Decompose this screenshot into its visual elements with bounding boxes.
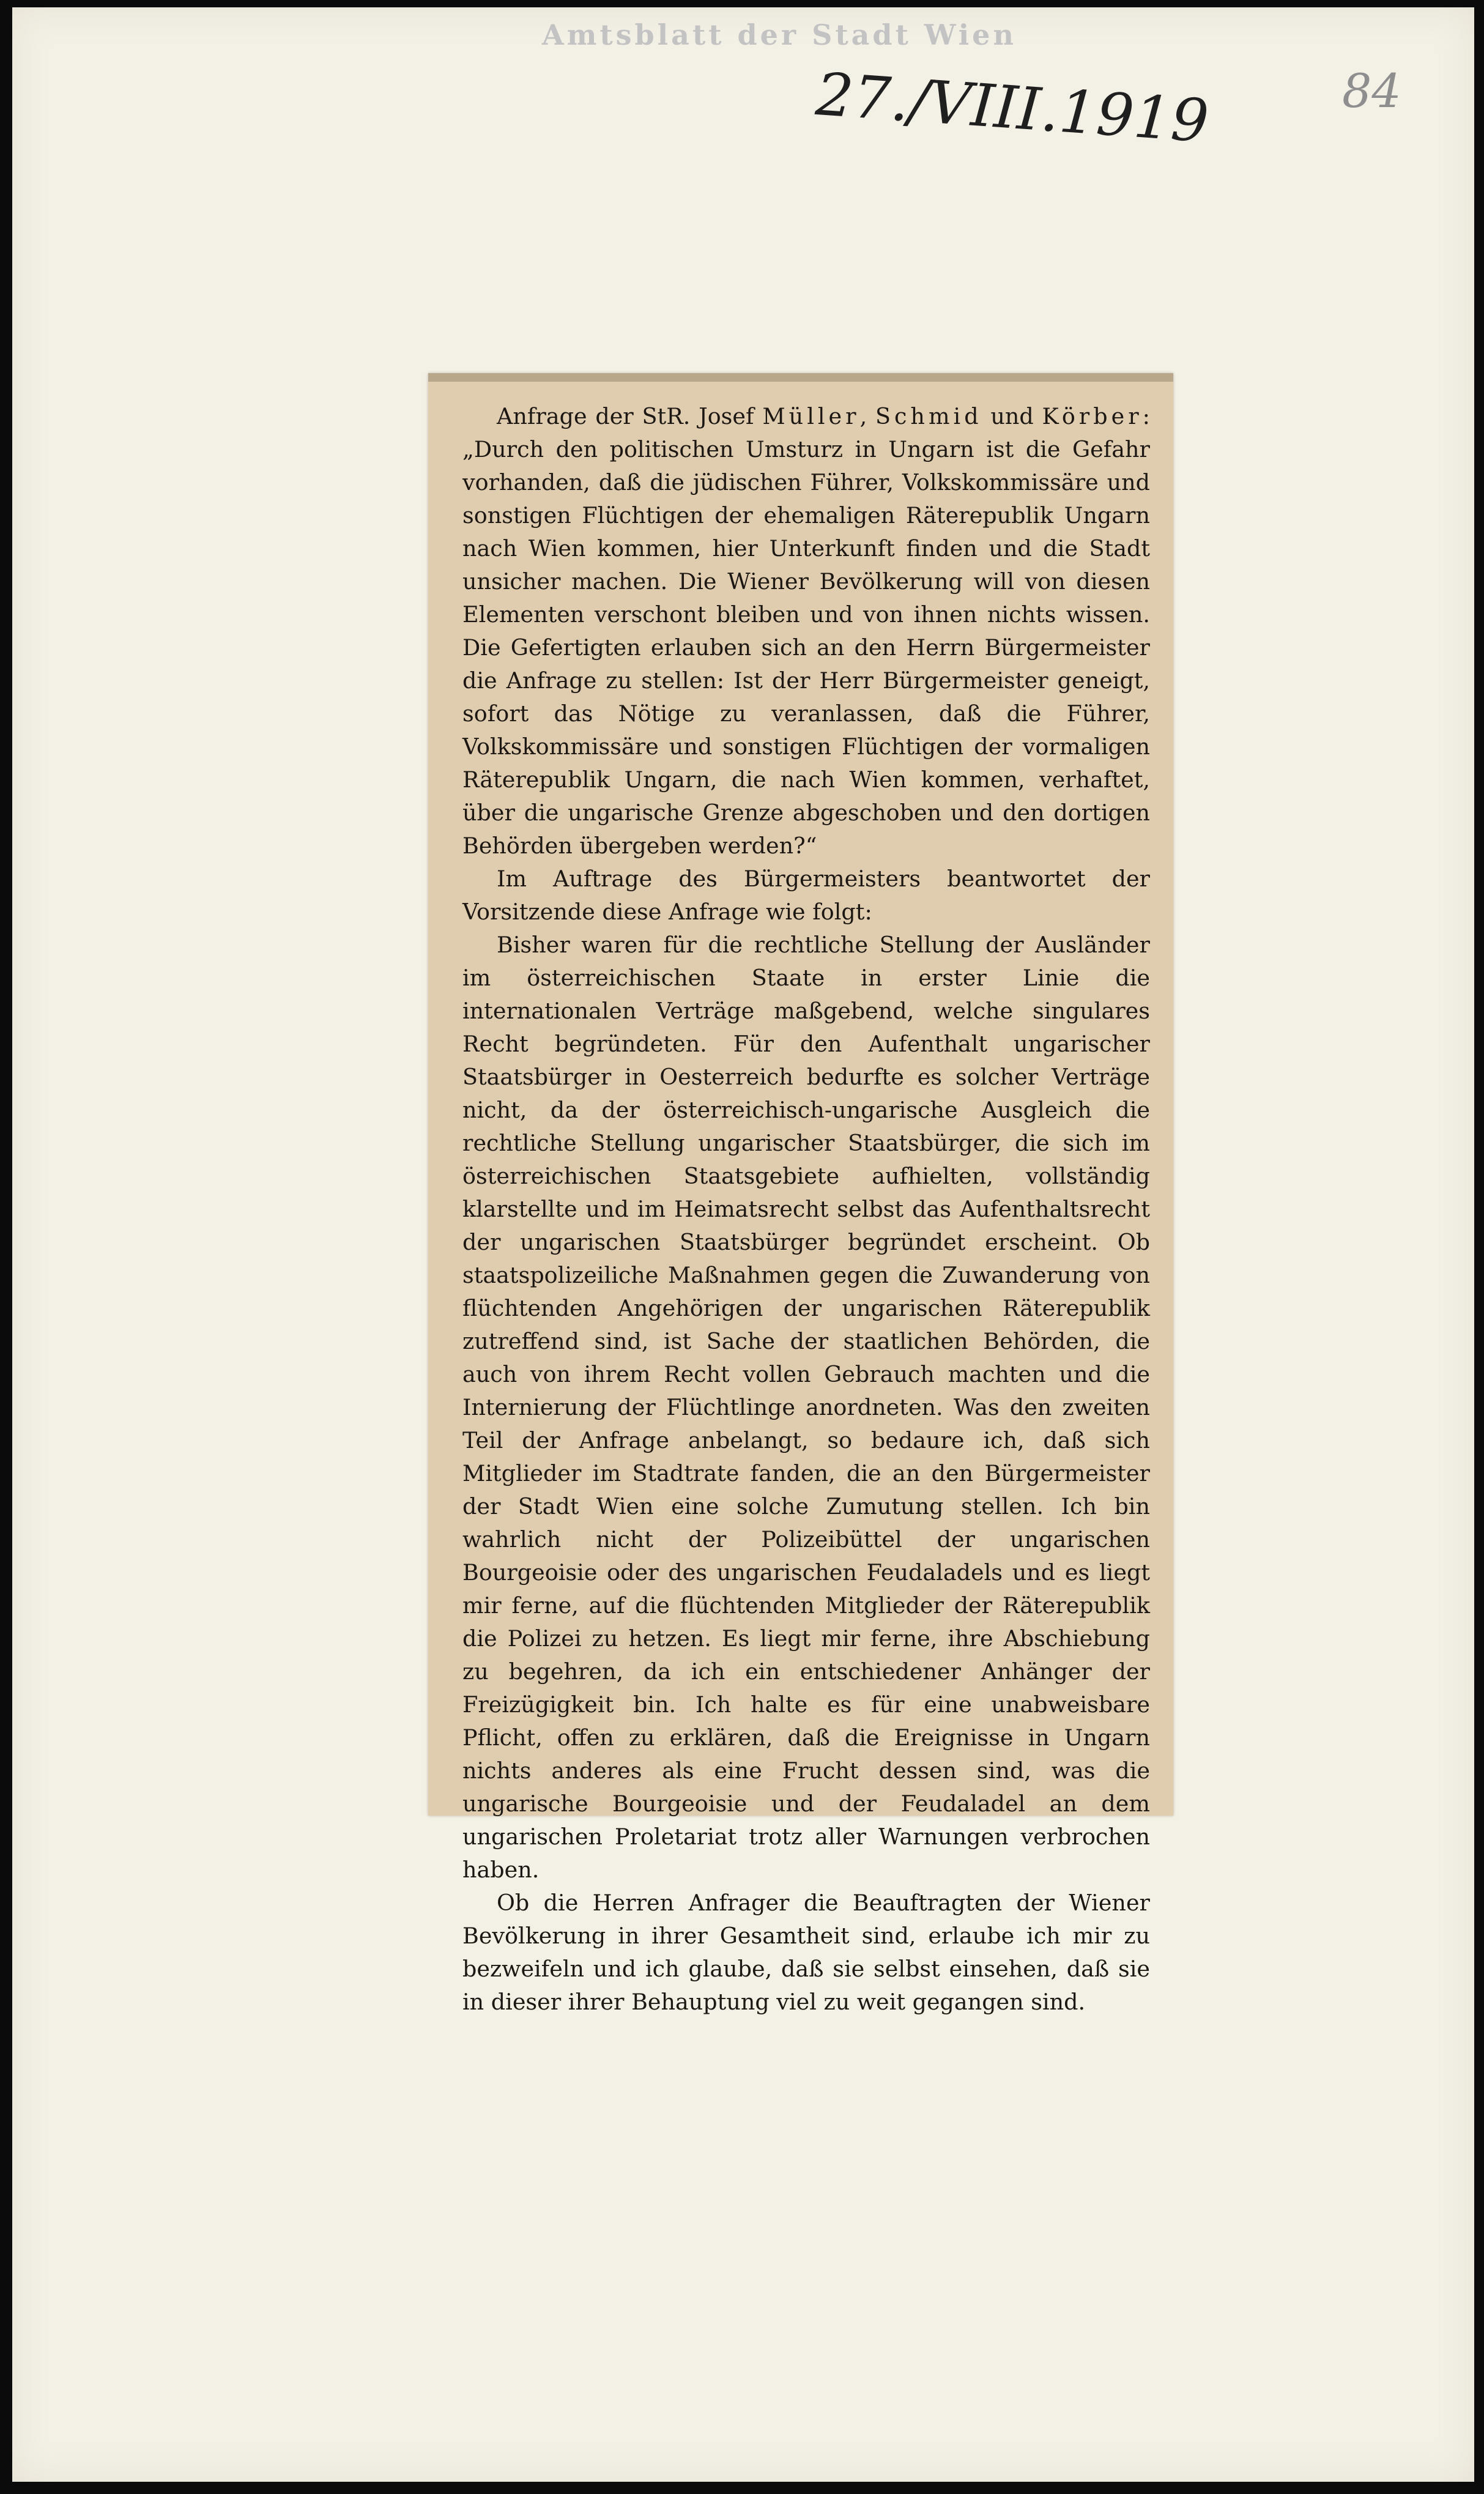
councillor-schmid: Schmid xyxy=(875,403,982,429)
name-separator-2: und xyxy=(982,403,1042,429)
councillor-mueller: Müller xyxy=(762,403,860,429)
inquiry-prefix: Anfrage der StR. Josef xyxy=(497,403,763,429)
clipping-torn-edge xyxy=(428,373,1173,382)
newspaper-clipping xyxy=(428,373,1173,2015)
article-paragraph-2: Im Auftrage des Bürgermeisters beantwortet der Vorsitzende diese Anfrage wie folgt: xyxy=(462,866,1150,925)
handwritten-date: 27./VIII.1919 xyxy=(814,60,1211,156)
inquiry-text: : „Durch den politischen Umsturz in Ungarn ist die Gefahr vorhanden, daß die jüdischen Führer, Volkskommissäre und sonstigen Flüchtigen der ehemaligen Räterepublik Ungarn nach Wien kommen, hier Unterkunft finden und die Stadt unsicher machen. Die Wiener Bevölkerung will von diesen Elementen verschont bleiben und von ihnen nichts wissen. Die Gefertigten erlauben sich an den Herrn Bürgermeister die Anfrage zu stellen: Ist der Herr Bürgermeister geneigt, sofort das Nötige zu veranlassen, daß die Führer, Volkskommissäre und sonstigen Flüchtigen der vormaligen Räterepublik Ungarn, die nach Wien kommen, verhaftet, über die ungarische Grenze abgeschoben und den dortigen Behörden übergeben werden?“ xyxy=(462,403,1150,859)
article-paragraph-1 xyxy=(462,400,1150,863)
councillor-koerber: Körber xyxy=(1042,403,1143,429)
article-paragraph-3: Bisher waren für die rechtliche Stellung der Ausländer im österreichischen Staate in erster Linie die internationalen Verträge maßgebend, welche singulares Recht begründeten. Für den Aufenthalt ungarischer Staatsbürger in Oesterreich bedurfte es solcher Verträge nicht, da der österreichisch-ungarische Ausgleich die rechtliche Stellung ungarischer Staatsbürger, die sich im österreichischen Staatsgebiete aufhielten, vollständig klarstellte und im Heimatsrecht selbst das Aufenthaltsrecht der ungarischen Staatsbürger begründet erscheint. Ob staatspolizeiliche Maßnahmen gegen die Zuwanderung von flüchtenden Angehörigen der ungarischen Räterepublik zutreffend sind, ist Sache der staatlichen Behörden, die auch von ihrem Recht vollen Gebrauch machten und die Internierung der Flüchtlinge anordneten. Was den zweiten Teil der Anfrage anbelangt, so bedaure ich, daß sich Mitglieder im Stadtrate fanden, die an den Bürgermeister der Stadt Wien eine solche Zumutung stellen. Ich bin wahrlich nicht der Polizeibüttel der ungarischen Bourgeoisie oder des ungarischen Feudaladels und es liegt mir ferne, auf die flüchtenden Mitglieder der Räterepublik die Polizei zu hetzen. Es liegt mir ferne, ihre Abschiebung zu begehren, da ich ein entschiedener Anhänger der Freizügigkeit bin. Ich halte es für eine unabweisbare Pflicht, offen zu erklären, daß die Ereignisse in Ungarn nichts anderes als eine Frucht dessen sind, was die ungarische Bourgeoisie und der Feudaladel an dem ungarischen Proletariat trotz aller Warnungen verbrochen haben. xyxy=(462,932,1150,1883)
article-paragraph-4: Ob die Herren Anfrager die Beauftragten der Wiener Bevölkerung in ihrer Gesamtheit sind, erlaube ich mir zu bezweifeln und ich glaube, daß sie selbst einsehen, daß sie in dieser ihrer Behauptung viel zu weit gegangen sind. xyxy=(462,1890,1150,2015)
newspaper-stamp: Amtsblatt der Stadt Wien xyxy=(542,18,1017,51)
document-page xyxy=(12,7,1474,2482)
article-body xyxy=(462,400,1150,2019)
name-separator-1: , xyxy=(859,403,875,429)
page-number: 84 xyxy=(1342,64,1401,118)
